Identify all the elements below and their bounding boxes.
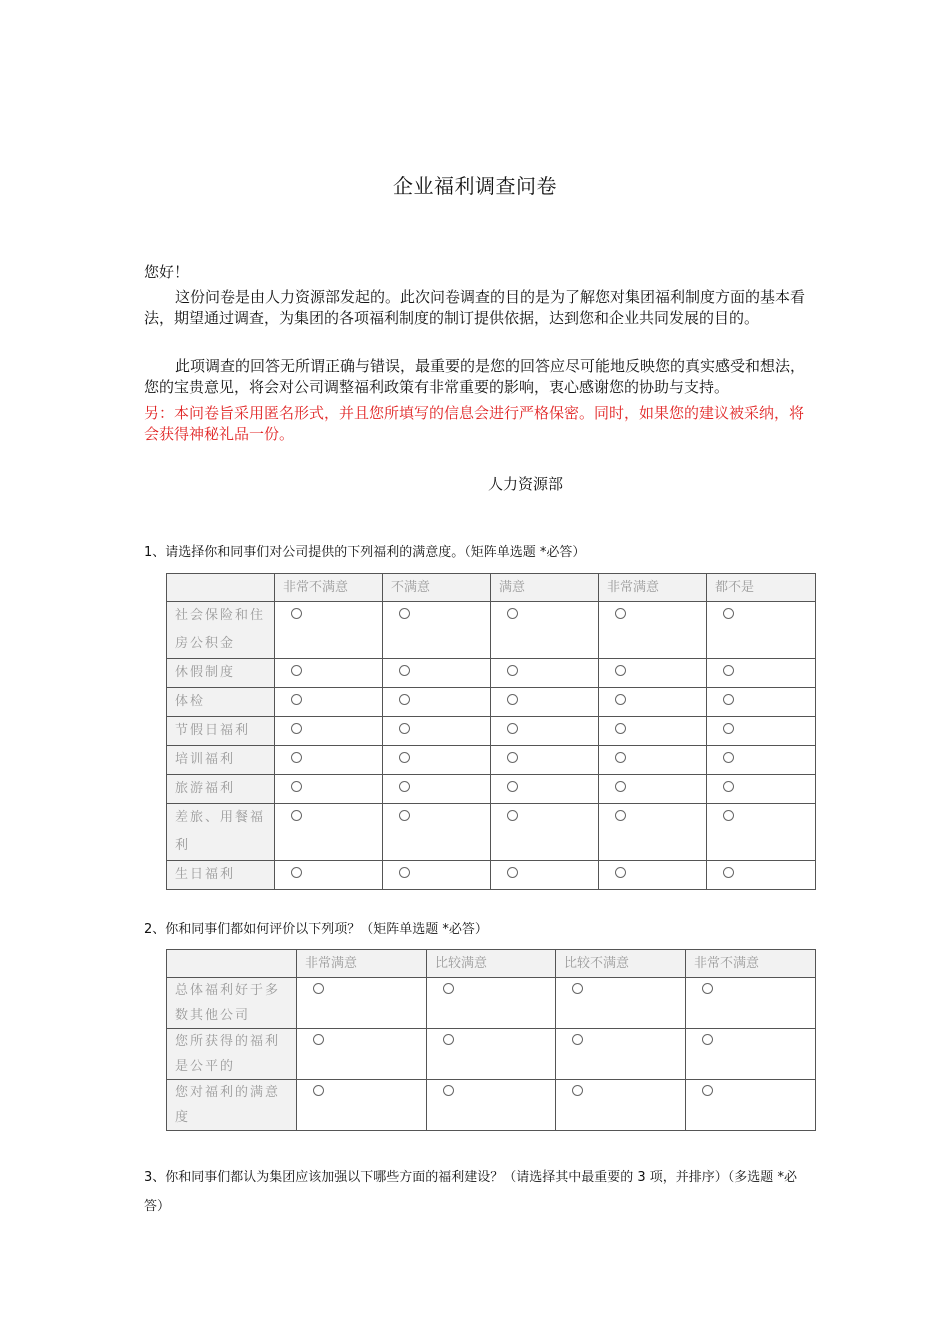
matrix-option-cell[interactable] xyxy=(707,602,816,659)
radio-circle-icon[interactable] xyxy=(723,723,734,734)
matrix-option-cell[interactable] xyxy=(491,746,599,775)
matrix-row-label: 社会保险和住房公积金 xyxy=(167,602,275,659)
greeting: 您好！ xyxy=(144,263,190,281)
radio-circle-icon[interactable] xyxy=(615,608,626,619)
radio-circle-icon[interactable] xyxy=(399,723,410,734)
matrix-option-cell[interactable] xyxy=(491,717,599,746)
radio-circle-icon[interactable] xyxy=(507,781,518,792)
matrix-corner-cell xyxy=(167,950,297,978)
matrix-row-label: 休假制度 xyxy=(167,659,275,688)
matrix-row xyxy=(167,659,816,688)
radio-circle-icon[interactable] xyxy=(723,781,734,792)
radio-circle-icon[interactable] xyxy=(291,752,302,763)
matrix-option-cell[interactable] xyxy=(686,1029,816,1080)
radio-circle-icon[interactable] xyxy=(723,810,734,821)
radio-circle-icon[interactable] xyxy=(615,665,626,676)
radio-circle-icon[interactable] xyxy=(572,1034,583,1045)
matrix-row xyxy=(167,1080,816,1131)
radio-circle-icon[interactable] xyxy=(291,867,302,878)
matrix-option-cell[interactable] xyxy=(707,688,816,717)
intro-paragraph-2: 此项调查的回答无所谓正确与错误，最重要的是您的回答应尽可能地反映您的真实感受和想法，您的宝贵意见，将会对公司调整福利政策有非常重要的影响，衷心感谢您的协助与支持。 xyxy=(144,357,806,396)
matrix-row xyxy=(167,746,816,775)
matrix-option-cell[interactable] xyxy=(599,717,707,746)
radio-circle-icon[interactable] xyxy=(443,983,454,994)
matrix-option-cell[interactable] xyxy=(275,775,383,804)
matrix-row xyxy=(167,861,816,890)
question-2-label: 2、你和同事们都如何评价以下列项？（矩阵单选题 *必答） xyxy=(144,922,488,937)
matrix-option-cell[interactable] xyxy=(491,804,599,861)
matrix-option-cell[interactable] xyxy=(427,1080,556,1131)
radio-circle-icon[interactable] xyxy=(399,867,410,878)
matrix-column-header: 比较不满意 xyxy=(556,950,686,978)
matrix-option-cell[interactable] xyxy=(275,804,383,861)
matrix-option-cell[interactable] xyxy=(707,804,816,861)
matrix-option-cell[interactable] xyxy=(599,659,707,688)
radio-circle-icon[interactable] xyxy=(507,810,518,821)
matrix-option-cell[interactable] xyxy=(491,688,599,717)
radio-circle-icon[interactable] xyxy=(702,1085,713,1096)
radio-circle-icon[interactable] xyxy=(291,608,302,619)
matrix-option-cell[interactable] xyxy=(599,688,707,717)
radio-circle-icon[interactable] xyxy=(572,1085,583,1096)
radio-circle-icon[interactable] xyxy=(399,608,410,619)
matrix-option-cell[interactable] xyxy=(599,602,707,659)
radio-circle-icon[interactable] xyxy=(507,665,518,676)
radio-circle-icon[interactable] xyxy=(615,781,626,792)
matrix-option-cell[interactable] xyxy=(427,1029,556,1080)
radio-circle-icon[interactable] xyxy=(615,723,626,734)
radio-circle-icon[interactable] xyxy=(507,752,518,763)
matrix-option-cell[interactable] xyxy=(383,775,491,804)
matrix-option-cell[interactable] xyxy=(707,861,816,890)
matrix-header-row xyxy=(167,950,816,978)
radio-circle-icon[interactable] xyxy=(399,781,410,792)
matrix-row-label: 旅游福利 xyxy=(167,775,275,804)
matrix-option-cell[interactable] xyxy=(491,602,599,659)
matrix-column-header: 非常满意 xyxy=(297,950,427,978)
matrix-option-cell[interactable] xyxy=(275,688,383,717)
matrix-row xyxy=(167,717,816,746)
matrix-header-row xyxy=(167,574,816,602)
matrix-option-cell[interactable] xyxy=(383,861,491,890)
matrix-row-label: 您所获得的福利是公平的 xyxy=(167,1029,297,1080)
matrix-row xyxy=(167,804,816,861)
question-3-label: 3、你和同事们都认为集团应该加强以下哪些方面的福利建设？（请选择其中最重要的 3 项，并排序）（多选题 *必答） xyxy=(144,1170,797,1214)
radio-circle-icon[interactable] xyxy=(291,694,302,705)
radio-circle-icon[interactable] xyxy=(291,665,302,676)
matrix-option-cell[interactable] xyxy=(707,746,816,775)
matrix-option-cell[interactable] xyxy=(686,978,816,1029)
matrix-option-cell[interactable] xyxy=(556,1029,686,1080)
matrix-option-cell[interactable] xyxy=(383,659,491,688)
radio-circle-icon[interactable] xyxy=(615,752,626,763)
matrix-option-cell[interactable] xyxy=(383,717,491,746)
radio-circle-icon[interactable] xyxy=(399,694,410,705)
radio-circle-icon[interactable] xyxy=(615,867,626,878)
radio-circle-icon[interactable] xyxy=(443,1034,454,1045)
matrix-row-label: 节假日福利 xyxy=(167,717,275,746)
radio-circle-icon[interactable] xyxy=(702,1034,713,1045)
radio-circle-icon[interactable] xyxy=(399,665,410,676)
radio-circle-icon[interactable] xyxy=(507,694,518,705)
matrix-row-label: 生日福利 xyxy=(167,861,275,890)
matrix-row xyxy=(167,1029,816,1080)
radio-circle-icon[interactable] xyxy=(399,752,410,763)
radio-circle-icon[interactable] xyxy=(702,983,713,994)
radio-circle-icon[interactable] xyxy=(313,983,324,994)
radio-circle-icon[interactable] xyxy=(723,665,734,676)
question-2-matrix xyxy=(166,949,816,1131)
matrix-option-cell[interactable] xyxy=(686,1080,816,1131)
question-1-matrix xyxy=(166,573,816,890)
radio-circle-icon[interactable] xyxy=(399,810,410,821)
matrix-option-cell[interactable] xyxy=(275,717,383,746)
department-signature: 人力资源部 xyxy=(488,475,564,493)
matrix-column-header: 都不是 xyxy=(707,574,816,602)
radio-circle-icon[interactable] xyxy=(291,781,302,792)
matrix-row-label: 总体福利好于多数其他公司 xyxy=(167,978,297,1029)
radio-circle-icon[interactable] xyxy=(507,723,518,734)
matrix-option-cell[interactable] xyxy=(491,775,599,804)
radio-circle-icon[interactable] xyxy=(723,608,734,619)
matrix-option-cell[interactable] xyxy=(707,717,816,746)
radio-circle-icon[interactable] xyxy=(313,1034,324,1045)
matrix-option-cell[interactable] xyxy=(275,659,383,688)
matrix-row xyxy=(167,775,816,804)
matrix-column-header: 非常不满意 xyxy=(275,574,383,602)
radio-circle-icon[interactable] xyxy=(615,694,626,705)
matrix-option-cell[interactable] xyxy=(599,804,707,861)
matrix-column-header: 非常不满意 xyxy=(686,950,816,978)
matrix-corner-cell xyxy=(167,574,275,602)
radio-circle-icon[interactable] xyxy=(443,1085,454,1096)
matrix-option-cell[interactable] xyxy=(383,804,491,861)
matrix-option-cell[interactable] xyxy=(556,978,686,1029)
matrix-option-cell[interactable] xyxy=(383,602,491,659)
radio-circle-icon[interactable] xyxy=(615,810,626,821)
question-1-label: 1、请选择你和同事们对公司提供的下列福利的满意度。（矩阵单选题 *必答） xyxy=(144,545,586,560)
matrix-column-header: 非常满意 xyxy=(599,574,707,602)
matrix-option-cell[interactable] xyxy=(297,1080,427,1131)
matrix-option-cell[interactable] xyxy=(491,861,599,890)
matrix-column-header: 不满意 xyxy=(383,574,491,602)
matrix-option-cell[interactable] xyxy=(599,746,707,775)
matrix-option-cell[interactable] xyxy=(707,775,816,804)
radio-circle-icon[interactable] xyxy=(723,867,734,878)
radio-circle-icon[interactable] xyxy=(291,723,302,734)
matrix-row xyxy=(167,978,816,1029)
matrix-option-cell[interactable] xyxy=(707,659,816,688)
matrix-option-cell[interactable] xyxy=(275,602,383,659)
matrix-option-cell[interactable] xyxy=(427,978,556,1029)
matrix-option-cell[interactable] xyxy=(556,1080,686,1131)
matrix-option-cell[interactable] xyxy=(275,746,383,775)
page-title: 企业福利调查问卷 xyxy=(393,174,557,198)
matrix-row-label: 您对福利的满意度 xyxy=(167,1080,297,1131)
matrix-row-label: 培训福利 xyxy=(167,746,275,775)
radio-circle-icon[interactable] xyxy=(723,752,734,763)
matrix-option-cell[interactable] xyxy=(599,861,707,890)
radio-circle-icon[interactable] xyxy=(572,983,583,994)
matrix-option-cell[interactable] xyxy=(275,861,383,890)
matrix-row-label: 体检 xyxy=(167,688,275,717)
matrix-option-cell[interactable] xyxy=(383,688,491,717)
privacy-note: 另：本问卷旨采用匿名形式，并且您所填写的信息会进行严格保密。同时，如果您的建议被采纳，将会获得神秘礼品一份。 xyxy=(144,404,805,443)
radio-circle-icon[interactable] xyxy=(507,867,518,878)
matrix-option-cell[interactable] xyxy=(297,978,427,1029)
matrix-option-cell[interactable] xyxy=(383,746,491,775)
radio-circle-icon[interactable] xyxy=(313,1085,324,1096)
matrix-option-cell[interactable] xyxy=(599,775,707,804)
matrix-row xyxy=(167,602,816,659)
radio-circle-icon[interactable] xyxy=(291,810,302,821)
matrix-row-label: 差旅、用餐福利 xyxy=(167,804,275,861)
matrix-option-cell[interactable] xyxy=(491,659,599,688)
matrix-option-cell[interactable] xyxy=(297,1029,427,1080)
matrix-column-header: 满意 xyxy=(491,574,599,602)
intro-paragraph-1: 这份问卷是由人力资源部发起的。此次问卷调查的目的是为了解您对集团福利制度方面的基本看法，期望通过调查，为集团的各项福利制度的制订提供依据，达到您和企业共同发展的目的。 xyxy=(144,288,806,327)
matrix-column-header: 比较满意 xyxy=(427,950,556,978)
radio-circle-icon[interactable] xyxy=(723,694,734,705)
matrix-row xyxy=(167,688,816,717)
radio-circle-icon[interactable] xyxy=(507,608,518,619)
